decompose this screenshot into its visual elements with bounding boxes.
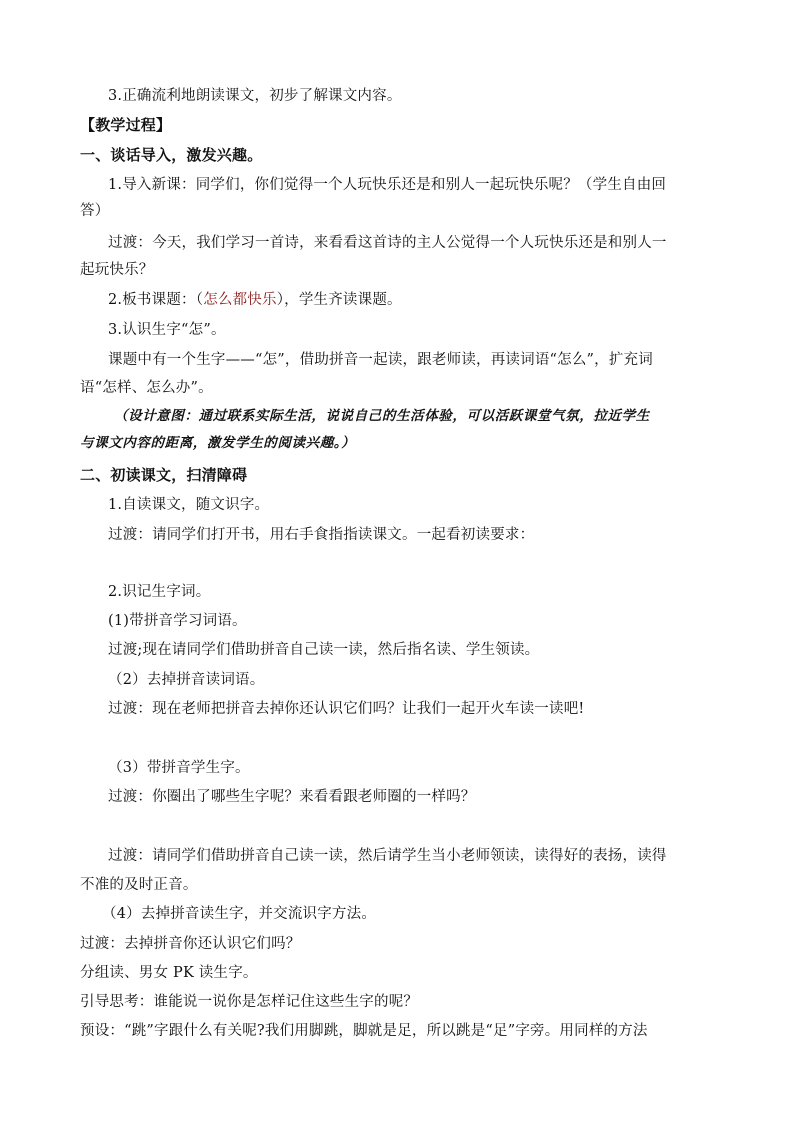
paragraph-line: 过渡：去掉拼音你还认识它们吗？ (80, 936, 301, 952)
section-heading-2: 二、初读课文，扫清障碍 (80, 466, 248, 484)
paragraph-line: 答） (80, 203, 110, 219)
paragraph-line: （3）带拼音学生字。 (108, 760, 250, 776)
paragraph-line: 1.自读课文，随文识字。 (108, 497, 270, 513)
section-heading-teaching-process: 【教学过程】 (80, 116, 172, 134)
paragraph-line: 过渡：你圈出了哪些生字呢？来看看跟老师圈的一样吗？ (108, 789, 476, 805)
paragraph-line: （2）去掉拼音读词语。 (108, 672, 265, 688)
paragraph-line: 引导思考：谁能说一说你是怎样记住这些生字的呢？ (80, 994, 419, 1010)
design-intent-note: （设计意图：通过联系实际生活，说说自己的生活体验，可以活跃课堂气氛，拉近学生 (114, 408, 650, 424)
text-run: ），学生齐读课题。 (276, 292, 402, 308)
paragraph-line: 过渡：今天，我们学习一首诗，来看看这首诗的主人公觉得一个人玩快乐还是和别人一 (108, 235, 667, 251)
section-heading-1: 一、谈话导入，激发兴趣。 (80, 146, 263, 164)
paragraph-line: 过渡：请同学们打开书，用右手食指指读课文。一起看初读要求： (108, 527, 535, 543)
design-intent-note: 与课文内容的距离，激发学生的阅读兴趣。） (80, 435, 356, 451)
paragraph-line: 1.导入新课：同学们，你们觉得一个人玩快乐还是和别人一起玩快乐呢？（学生自由回 (108, 177, 667, 193)
lesson-title: 怎么都快乐 (203, 292, 277, 308)
paragraph-line: 起玩快乐？ (80, 262, 154, 278)
paragraph-line: 分组读、男女 PK 读生字。 (80, 965, 258, 981)
paragraph-line: 过渡;现在请同学们借助拼音自己读一读，然后指名读、学生领读。 (108, 642, 540, 658)
paragraph-line (108, 290, 748, 310)
objective-3: 3.正确流利地朗读课文，初步了解课文内容。 (108, 88, 402, 104)
paragraph-line: （4）去掉拼音读生字，并交流识字方法。 (102, 906, 377, 922)
paragraph-line: 过渡：现在老师把拼音去掉你还认识它们吗？让我们一起开火车读一读吧! (108, 701, 585, 717)
paragraph-line: 预设：“跳”字跟什么有关呢?我们用脚跳，脚就是足，所以跳是“足”字旁。用同样的方法 (80, 1023, 648, 1039)
paragraph-line: 过渡：请同学们借助拼音自己读一读，然后请学生当小老师领读，读得好的表扬，读得 (108, 848, 667, 864)
text-run: 2.板书课题：（ (108, 292, 204, 308)
paragraph-line: 语“怎样、怎么办”。 (80, 380, 213, 396)
paragraph-line: 课题中有一个生字——“怎”，借助拼音一起读，跟老师读，再读词语“怎么”，扩充词 (108, 352, 653, 368)
paragraph-line: 不准的及时正音。 (80, 877, 198, 893)
paragraph-line: 3.认识生字“怎”。 (108, 322, 226, 338)
paragraph-line: (1)带拼音学习词语。 (108, 613, 247, 629)
paragraph-line: 2.识记生字词。 (108, 584, 211, 600)
